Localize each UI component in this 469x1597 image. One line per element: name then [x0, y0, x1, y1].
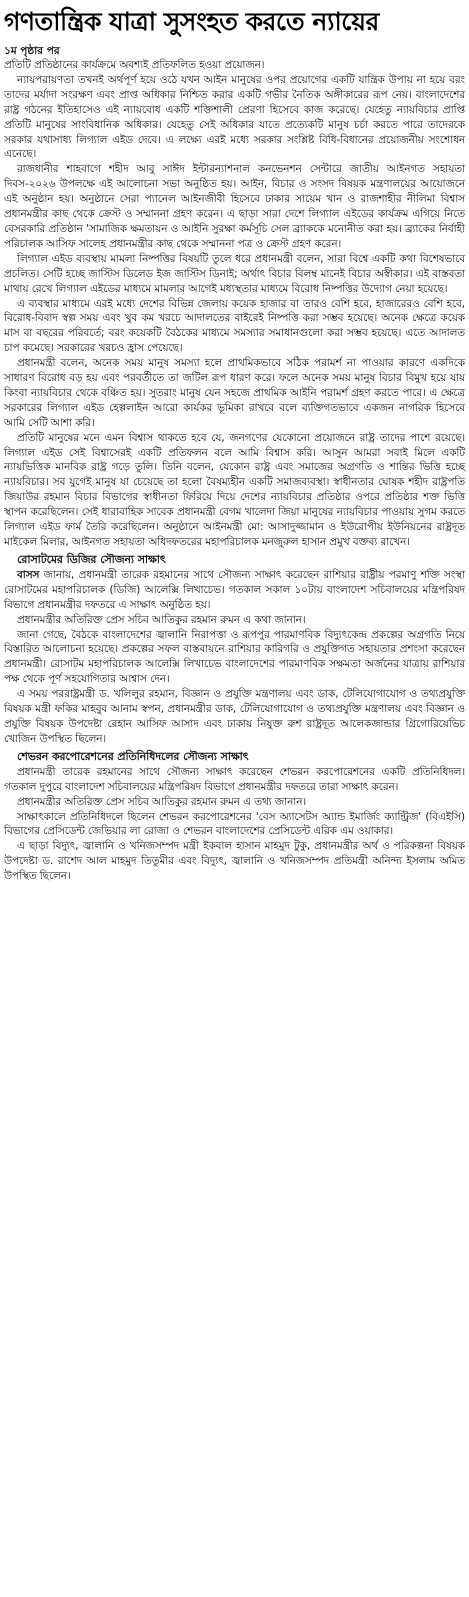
subheading-chevron: শেভরন করপোরেশনের প্রতিনিধিদলের সৌজন্য সাক্ষাৎ [17, 749, 249, 763]
paragraph: প্রতিটি প্রতিষ্ঠানের কার্যক্রমে অবশ্যই প্রতিফলিত হওয়া প্রয়োজন। [4, 59, 265, 71]
paragraph: প্রধানমন্ত্রীর অতিরিক্ত প্রেস সচিব আতিকুর রহমান রুমন এ তথ্য জানান। [17, 795, 307, 808]
paragraph: এ সময় পররাষ্ট্রমন্ত্রী ড. খলিলুর রহমান, বিজ্ঞান ও প্রযুক্তি মন্ত্রণালয় এবং ডাক, টেলিযোগাযোগ ও তথ্যপ্রযুক্তি বিষয়ক মন্ত্রী ফকির মাহবুব আনাম স্বপন, প্রধানমন্ত্রীর ডাক, টেলিযোগাযোগ ও তথ্যপ্রযুক্তি মন্ত্রণালয় এবং বিজ্ঞান ও প্রযুক্তি বিষয়ক উপদেষ্টা রেহান আসিফ আসাদ এবং ঢাকায় নিযুক্ত রুশ রাষ্ট্রদূত আলেকজান্ডার গ্রিগোরিয়েভিচ খোজিন উপস্থিত ছিলেন। [4, 688, 465, 745]
lead-text: জানায়, প্রধানমন্ত্রী তারেক রহমানের সাথে সৌজন্য সাক্ষাৎ করেছেন রাশিয়ার রাষ্ট্রীয় পরমাণু শক্তি সংস্থা রোসাটমের মহাপরিচালক (ডিজি) আলেক্সি লিখাচেভ। গতকাল সকাল ১০টায় বাংলাদেশ সচিবালয়ের মন্ত্রিপরিষদ বিভাগে প্রধানমন্ত্রীর দফতরে এ সাক্ষাৎ অনুষ্ঠিত হয়। [4, 568, 465, 611]
paragraph: এ ছাড়া বিদ্যুৎ, জ্বালানি ও খনিজসম্পদ মন্ত্রী ইকবাল হাসান মাহমুদ টুকু, প্রধানমন্ত্রীর অর্থ ও পরিকল্পনা বিষয়ক উপদেষ্টা ড. রাশেদ আল মাহমুদ তিতুমীর এবং বিদ্যুৎ, জ্বালানি ও খনিজসম্পদ প্রতিমন্ত্রী অনিন্দ্য ইসলাম অমিত উপস্থিত ছিলেন। [4, 840, 465, 883]
paragraph: প্রধানমন্ত্রীর অতিরিক্ত প্রেস সচিব আতিকুর রহমান রুমন এ কথা জানান। [17, 613, 306, 626]
news-article [4, 4, 465, 884]
paragraph: জানা গেছে, বৈঠকে বাংলাদেশের জ্বালানি নিরাপত্তা ও রূপপুর পারমাণবিক বিদ্যুৎকেন্দ্র প্রকল্পের অগ্রগতি নিয়ে বিস্তারিত আলোচনা হয়েছে। প্রকল্পের সফল বাস্তবায়নে রাশিয়ার কারিগরি ও প্রযুক্তিগত সহায়তার প্রশংসা করেছেন প্রধানমন্ত্রী। রোসাটম মহাপরিচালক আলেক্সি লিখাচেভ বাংলাদেশের পারমাণবিক সক্ষমতা অর্জনের যাত্রায় রাশিয়ার পক্ষ থেকে পূর্ণ সহযোগিতার আশ্বাস দেন। [4, 628, 465, 686]
paragraph: প্রধানমন্ত্রী তারেক রহমানের সাথে সৌজন্য সাক্ষাৎ করেছেন শেভরন করপোরেশনের একটি প্রতিনিধিদল। গতকাল দুপুরে বাংলাদেশ সচিবালয়ের মন্ত্রিপরিষদ বিভাগে প্রধানমন্ত্রীর দফতরে তারা সাক্ষাৎ করেন। [4, 765, 465, 793]
paragraph: প্রধানমন্ত্রী বলেন, অনেক সময় মানুষ সমস্যা হলে প্রাথমিকভাবে সঠিক পরামর্শ না পাওয়ার কারণে একদিকে সাধারণ বিরোধ বড় হয় এবং পরবর্তীতে তা জটিল রূপ ধারণ করে। ফলে অনেক সময় মানুষ বিচার বিমুখ হয়ে যায় কিংবা ন্যায়বিচার থেকে বঞ্চিত হয়। সুতরাং মানুষ যেন সহজে প্রাথমিক আইনি পরামর্শ গ্রহণ করতে পারে। এ ক্ষেত্রে সরকারের লিগ্যাল এইড হেল্পলাইন আরো কার্যকর ভূমিকা রাখবে বলে ব্যক্তিগতভাবে একজন নাগরিক হিসেবে আমি সেটি আশা করি। [4, 357, 465, 429]
byline-agency: বাসস [17, 568, 40, 581]
subheading-rosatom: রোসাটমের ডিজির সৌজন্য সাক্ষাৎ [17, 552, 166, 566]
paragraph: সাক্ষাৎকালে প্রতিনিধিদলে ছিলেন শেভরন করপোরেশনের 'বেস অ্যাসেটস অ্যান্ড ইমার্জিং ক্যান্ট্রিজ' (বিএইসি) বিভাগের প্রেসিডেন্ট জেভিয়ার লা রোজা ও শেভরন বাংলাদেশের প্রেসিডেন্ট এরিক এম ওয়াকার। [4, 810, 465, 838]
continued-from-page-marker: ১ম পৃষ্ঠার পর [4, 45, 60, 57]
paragraph: প্রতিটি মানুষের মনে এমন বিশ্বাস থাকতে হবে যে, জনগণের যেকোনো প্রয়োজনে রাষ্ট্র তাদের পাশে রয়েছে। লিগ্যাল এইড সেই বিশ্বাসেরই একটি প্রতিফলন বলে আমি বিশ্বাস করি। আসুন আমরা সবাই মিলে একটি ন্যায়ভিত্তিক মানবিক রাষ্ট্র গড়ে তুলি। তিনি বলেন, যেকোন রাষ্ট্র এবং সমাজের অগ্রগতি ও শান্তির ভিত্তি হচ্ছে ন্যায়বিচার। সব যুগেই মানুষ যা চেয়েছে তা হলো বৈষম্যহীন একটি সমাজব্যবস্থা। স্বাধীনতার ঘোষক শহীদ রাষ্ট্রপতি জিয়াউর রহমান বিচার বিভাগের স্বাধীনতা ফিরিয়ে দিয়ে দেশের ন্যায়বিচার প্রতিষ্ঠার ওপরে প্রতিষ্ঠার শক্ত ভিত্তি স্থাপন করেছিলেন। সেই ধারাবাহিক সাবেক প্রধানমন্ত্রী বেগম খালেদা জিয়া মানুষের ন্যায়বিচার পাওয়ায় সুগম করতে লিগ্যাল এইড ফার্ম তৈরি করেছিলেন। অনুষ্ঠানে আইনমন্ত্রী মো: আসাদুজ্জামান ও ইউরোপীয় ইউনিয়নের রাষ্ট্রদূত মাইকেল মিলার, আইনগত সহায়তা অধিদফতরের মহাপরিচালক মনজুরুল হাসান প্রমুখ বক্তব্য রাখেন। [4, 431, 465, 548]
paragraph: এ ব্যবস্থার মাধ্যমে এরই মধ্যে দেশের বিভিন্ন জেলায় কয়েক হাজার বা তারও বেশি হবে, হাজারেরও বেশি হবে, বিরোধ-বিবাদ স্বল্প সময় এবং খুব কম খরচে আদালতের বাইরেই নিষ্পত্তি করা সম্ভব হয়েছে। অনেক ক্ষেত্রে কয়েক মাস বা বছরের পরিবর্তে; বরং কয়েকটি বৈঠকের মাধ্যমে সমস্যার সমাধানগুলো করা সম্ভব হয়েছে। এতে আদালত চাপ কমেছে। সরকারের খরচও হ্রাস পেয়েছে। [4, 297, 465, 355]
paragraph: ন্যায়পরায়ণতা তখনই অর্থপূর্ণ হয়ে ওঠে যখন আইন মানুষের ওপর প্রয়োগের একটি যান্ত্রিক উপায় না হয়ে বরং তাদের মর্যাদা সংরক্ষণ এবং প্রাপ্ত অধিকার নিশ্চিত করার একটি গভীর নৈতিক অঙ্গীকারের রূপ নেয়। বাংলাদেশের রাষ্ট্র গঠনের ইতিহাসেও এই ন্যায়বোধ একটি শক্তিশালী প্রেরণা হিসেবে কাজ করেছে। যেহেতু ন্যায়বিচার প্রাপ্তি প্রতিটি মানুষের সাংবিধানিক অধিকার। যেহেতু সেই অধিকার যাতে প্রত্যেকটি মানুষ চর্চা করতে পারে তাদেরকে সরকার যথাসাধ্য লিগ্যাল এইড দেবে। এ লক্ষ্যে এরই মধ্যে সরকার সংশ্লিষ্ট বিধি-বিধানের প্রয়োজনীয় সংশোধন এনেছে। [4, 73, 465, 161]
paragraph-lead [4, 568, 465, 613]
headline: গণতান্ত্রিক যাত্রা সুসংহত করতে ন্যায়ের [4, 7, 379, 36]
paragraph: লিগ্যাল এইড ব্যবস্থায় মামলা নিষ্পত্তির বিষয়টি তুলে ধরে প্রধানমন্ত্রী বলেন, সারা বিশ্বে একটি কথা বিশেষভাবে প্রচলিত। সেটি হচ্ছে জাস্টিস ডিলেড ইজ জাস্টিস ডিনাই; অর্থাৎ বিচার বিলম্ব মানেই বিচার অস্বীকার। এই বাস্তবতা মাথায় রেখে লিগ্যাল এইডের মাধ্যমে মামলার আগেই মধ্যস্থতার মাধ্যমে বিরোধ নিষ্পত্তির উদ্যোগ নেয়া হয়েছে। [4, 252, 465, 295]
paragraph: রাজধানীর শাহবাগে শহীদ আবু সাঈদ ইন্টারন্যাশনাল কনভেনশন সেন্টারে জাতীয় আইনগত সহায়তা দিবস-২০২৬ উপলক্ষে এই আলোচনা সভা অনুষ্ঠিত হয়। আইন, বিচার ও সংসদ বিষয়ক মন্ত্রণালয়ের আয়োজনে এই অনুষ্ঠান হয়। অনুষ্ঠানে সেরা প্যানেল আইনজীবী হিসেবে ঢাকার সায়েম খান ও রাজশাহীর নীলিমা বিশ্বাস প্রধানমন্ত্রীর কাছ থেকে ক্রেস্ট ও সম্মাননা গ্রহণ করেন। এ ছাড়া সারা দেশে লিগ্যাল এইডের কার্যক্রম এগিয়ে নিতে বেসরকারি প্রতিষ্ঠান 'সামাজিক ক্ষমতায়ন ও আইনি সুরক্ষা কর্মসূচি সেল ব্র্যাককে মনোনীত করা হয়। ব্র্যাকের নির্বাহী পরিচালক আসিফ সালেহ প্রধানমন্ত্রীর কাছ থেকে সম্মাননা পত্র ও ক্রেস্ট গ্রহণ করেন। [4, 163, 465, 250]
